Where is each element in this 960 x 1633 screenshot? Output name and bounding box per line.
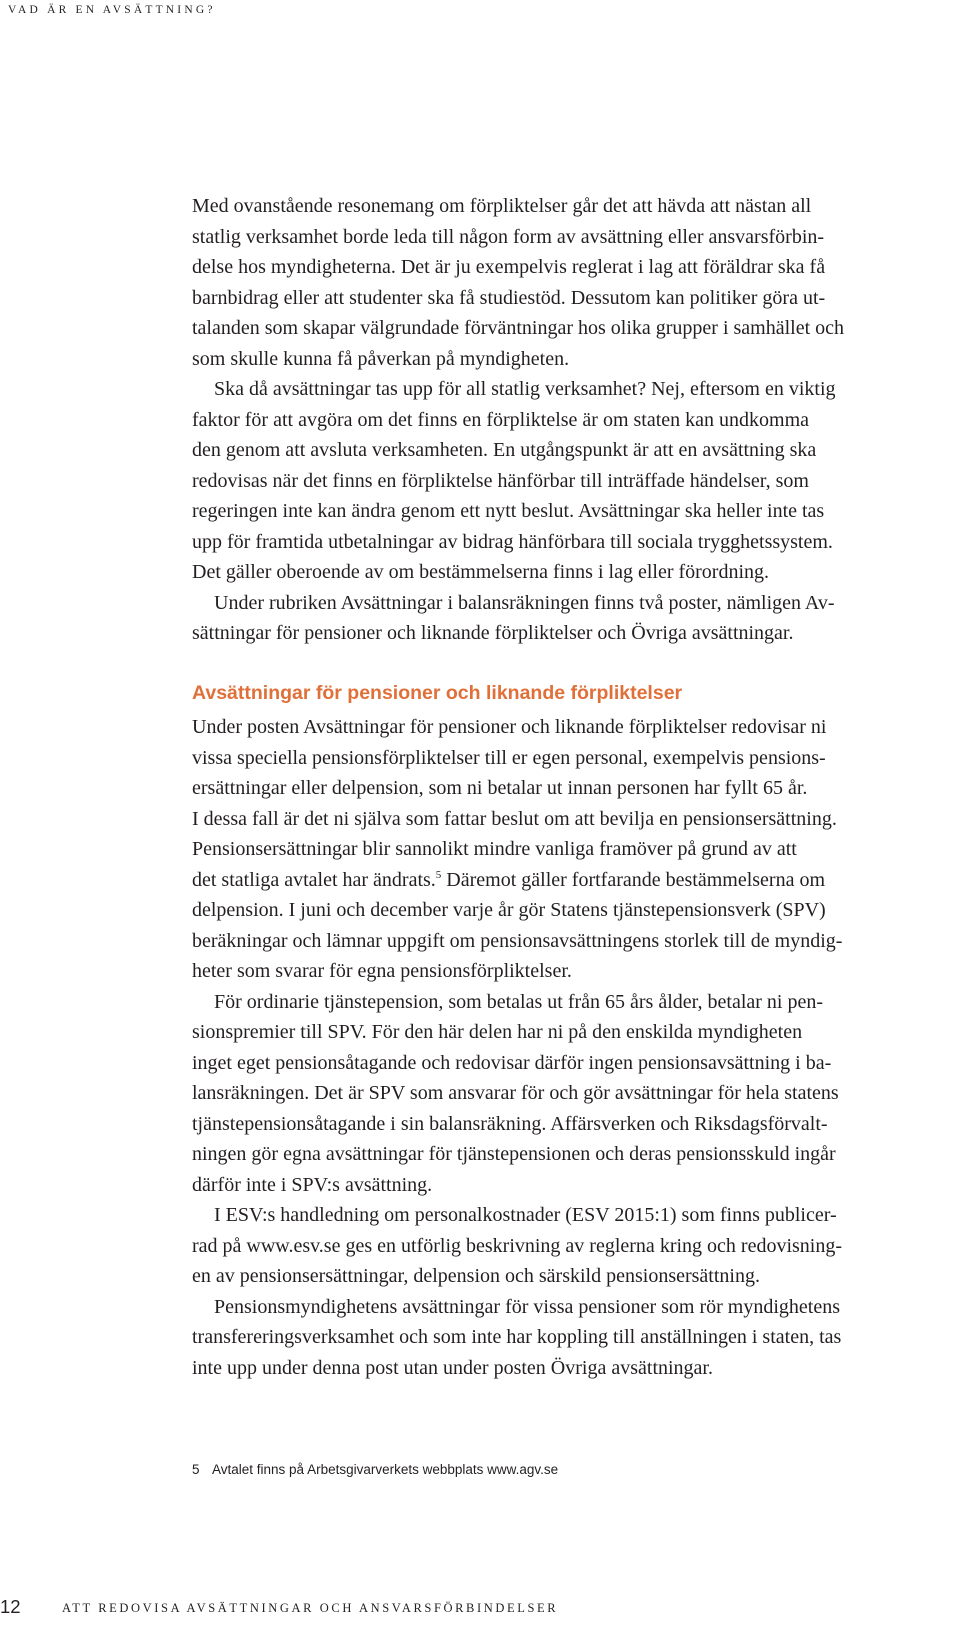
text-line: delse hos myndigheterna. Det är ju exempelvis reglerat i lag att föräldrar ska få bbox=[192, 256, 826, 278]
text-line: den genom att avsluta verksamheten. En utgångspunkt är att en avsättning ska bbox=[192, 439, 817, 461]
text-line: rad på www.esv.se ges en utförlig beskrivning av reglerna kring och redovisning- bbox=[192, 1234, 842, 1257]
footnote-number: 5 bbox=[192, 1462, 200, 1477]
text-fragment: det statliga avtalet har ändrats. bbox=[192, 868, 436, 891]
text-line: Pensionsersättningar blir sannolikt mindre vanliga framöver på grund av att bbox=[192, 838, 797, 860]
footnote-text: Avtalet finns på Arbetsgivarverkets webbplats www.agv.se bbox=[212, 1462, 559, 1477]
text-line: en av pensionsersättningar, delpension och särskild pensionsersättning. bbox=[192, 1265, 760, 1287]
text-line: Ska då avsättningar tas upp för all statlig verksamhet? Nej, eftersom en viktig bbox=[214, 378, 836, 400]
text-line: Med ovanstående resonemang om förpliktelser går det att hävda att nästan all bbox=[192, 195, 812, 217]
section-text bbox=[192, 712, 960, 1383]
section-heading: Avsättningar för pensioner och liknande förpliktelser bbox=[192, 682, 683, 704]
text-line: I dessa fall är det ni själva som fattar beslut om att bevilja en pensionsersättning. bbox=[192, 807, 837, 830]
text-line: som skulle kunna få påverkan på myndigheten. bbox=[192, 347, 570, 370]
text-line: därför inte i SPV:s avsättning. bbox=[192, 1173, 433, 1196]
text-line: talanden som skapar välgrundade förväntningar hos olika grupper i samhället och bbox=[192, 317, 845, 339]
text-line: lansräkningen. Det är SPV som ansvarar för och gör avsättningar för hela statens bbox=[192, 1082, 839, 1104]
text-line: Under rubriken Avsättningar i balansräkningen finns två poster, nämligen Av- bbox=[214, 591, 835, 614]
text-line: Under posten Avsättningar för pensioner och liknande förpliktelser redovisar ni bbox=[192, 716, 827, 738]
text-line: vissa speciella pensionsförpliktelser till er egen personal, exempelvis pensions- bbox=[192, 746, 826, 769]
text-line: delpension. I juni och december varje år gör Statens tjänstepensionsverk (SPV) bbox=[192, 899, 826, 921]
running-foot: ATT REDOVISA AVSÄTTNINGAR OCH ANSVARSFÖRBINDELSER bbox=[62, 1601, 559, 1615]
text-line: I ESV:s handledning om personalkostnader (ESV 2015:1) som finns publicer- bbox=[214, 1204, 837, 1226]
text-line: redovisas när det finns en förpliktelse hänförbar till inträffade händelser, som bbox=[192, 469, 809, 492]
text-line: Det gäller oberoende av om bestämmelserna finns i lag eller förordning. bbox=[192, 561, 770, 583]
text-line: sättningar för pensioner och liknande förpliktelser och Övriga avsättningar. bbox=[192, 622, 794, 644]
text-line: barnbidrag eller att studenter ska få studiestöd. Dessutom kan politiker göra ut- bbox=[192, 286, 826, 309]
text-line: ningen gör egna avsättningar för tjänstepensionen och deras pensionsskuld ingår bbox=[192, 1143, 836, 1165]
text-line: regeringen inte kan ändra genom ett nytt beslut. Avsättningar ska heller inte tas bbox=[192, 500, 825, 522]
text-line: beräkningar och lämnar uppgift om pensionsavsättningens storlek till de myndig- bbox=[192, 929, 843, 952]
running-head: VAD ÄR EN AVSÄTTNING? bbox=[8, 4, 216, 16]
text-line: sionspremier till SPV. För den här delen har ni på den enskilda myndigheten bbox=[192, 1021, 803, 1043]
text-fragment: Däremot gäller fortfarande bestämmelserna om bbox=[446, 868, 826, 891]
text-line: faktor för att avgöra om det finns en förpliktelse är om staten kan undkomma bbox=[192, 408, 810, 431]
footnote-reference: 5 bbox=[435, 868, 442, 881]
text-line: ersättningar eller delpension, som ni betalar ut innan personen har fyllt 65 år. bbox=[192, 777, 808, 799]
text-line: För ordinarie tjänstepension, som betalas ut från 65 års ålder, betalar ni pen- bbox=[214, 990, 824, 1013]
text-line: inte upp under denna post utan under posten Övriga avsättningar. bbox=[192, 1356, 713, 1379]
text-line bbox=[192, 865, 960, 896]
text-line: tjänstepensionsåtagande i sin balansräkning. Affärsverken och Riksdagsförvalt- bbox=[192, 1112, 828, 1135]
text-line: statlig verksamhet borde leda till någon form av avsättning eller ansvarsförbin- bbox=[192, 225, 825, 248]
text-line: inget eget pensionsåtagande och redovisar därför ingen pensionsavsättning i ba- bbox=[192, 1051, 832, 1074]
text-line: heter som svarar för egna pensionsförpliktelser. bbox=[192, 960, 572, 982]
footnote bbox=[192, 1462, 558, 1477]
page-number: 12 bbox=[0, 1596, 21, 1617]
intro-text bbox=[192, 191, 960, 649]
text-line: Pensionsmyndighetens avsättningar för vissa pensioner som rör myndighetens bbox=[214, 1295, 841, 1318]
text-line: upp för framtida utbetalningar av bidrag hänförbara till sociala trygghetssystem. bbox=[192, 530, 833, 553]
text-line: transfereringsverksamhet och som inte har koppling till anställningen i staten, tas bbox=[192, 1326, 842, 1348]
